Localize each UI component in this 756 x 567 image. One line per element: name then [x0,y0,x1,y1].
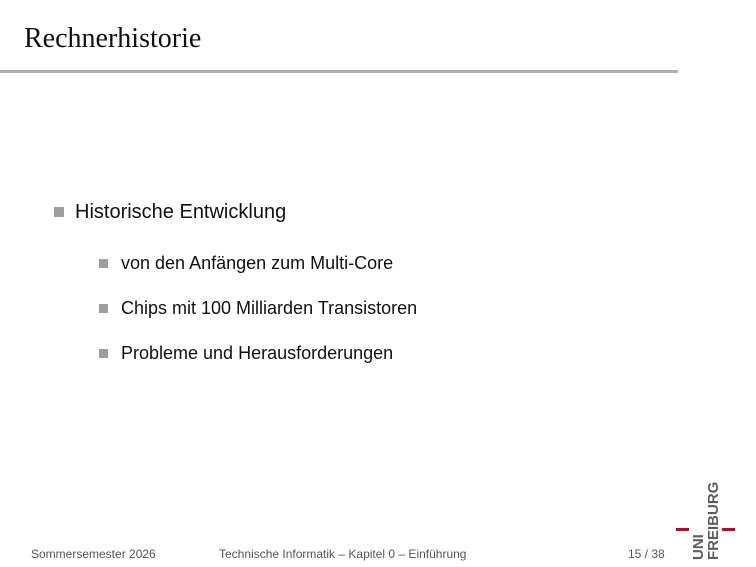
footer-course-title: Technische Informatik – Kapitel 0 – Einführung [219,547,467,561]
bullet-square-icon [99,304,108,313]
slide-title: Rechnerhistorie [24,23,202,54]
bullet-square-icon [54,207,64,217]
logo-text-freiburg: FREIBURG [705,481,722,560]
sub-bullet-item [99,252,393,274]
sub-bullet-text: Chips mit 100 Milliarden Transistoren [121,297,418,318]
sub-bullet-item [99,297,417,319]
university-logo [676,480,740,560]
footer-page-number: 15 / 38 [628,547,665,561]
sub-bullet-text: von den Anfängen zum Multi-Core [121,252,394,273]
sub-bullet-item [99,342,393,364]
bullet-square-icon [99,349,108,358]
logo-accent-bar-left [676,528,689,531]
logo-text-uni: UNI [690,534,707,560]
footer-semester: Sommersemester 2026 [31,547,156,561]
sub-bullet-text: Probleme und Herausforderungen [121,342,394,363]
main-bullet-item [54,199,286,225]
bullet-square-icon [99,259,108,268]
main-bullet-text: Historische Entwicklung [75,200,287,223]
logo-accent-bar-right [722,528,735,531]
